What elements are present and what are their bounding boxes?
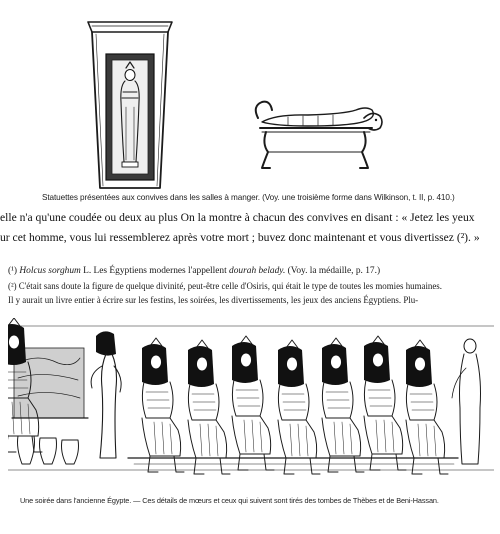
body-text-line-2: ur cet homme, vous lui ressemblerez après votre mort ; buvez donc maintenant et vous divertissez (²). » bbox=[0, 231, 480, 244]
bottom-caption: Une soirée dans l'ancienne Égypte. — Ces détails de mœurs et ceux qui suivent sont tirés des tombes de Thèbes et de Beni-Hassan. bbox=[20, 496, 439, 505]
body-text-line-1: elle n'a qu'une coudée ou deux au plus On la montre à chacun des convives en disant : « Jetez les yeux bbox=[0, 211, 475, 224]
footnote-1-reference: (Voy. la médaille, p. 17.) bbox=[285, 266, 381, 276]
footnote-1-species: Holcus sorghum bbox=[19, 266, 81, 276]
mummy-bier-illustration bbox=[248, 96, 388, 174]
top-caption: Statuettes présentées aux convives dans les salles à manger. (Voy. une troisième forme dans Wilkinson, t. II, p. 410.) bbox=[42, 193, 455, 202]
statuette-shrine-illustration bbox=[80, 12, 180, 194]
banquet-scene-illustration bbox=[8, 318, 494, 476]
footnote-1-text: L. Les Égyptiens modernes l'appellent bbox=[80, 266, 230, 276]
footnote-2-line-2: Il y aurait un livre entier à écrire sur les festins, les soirées, les divertissements, les jeux des anciens Égyptiens. Plu- bbox=[8, 295, 419, 305]
footnote-2-line-1: (²) C'était sans doute la figure de quelque divinité, peut-être celle d'Osiris, qui était le type de toutes les momies humaines. bbox=[8, 281, 442, 291]
footnote-1 bbox=[8, 266, 380, 276]
footnote-1-local-name: dourah belady. bbox=[229, 266, 286, 276]
footnote-1-marker: (¹) bbox=[8, 266, 18, 276]
